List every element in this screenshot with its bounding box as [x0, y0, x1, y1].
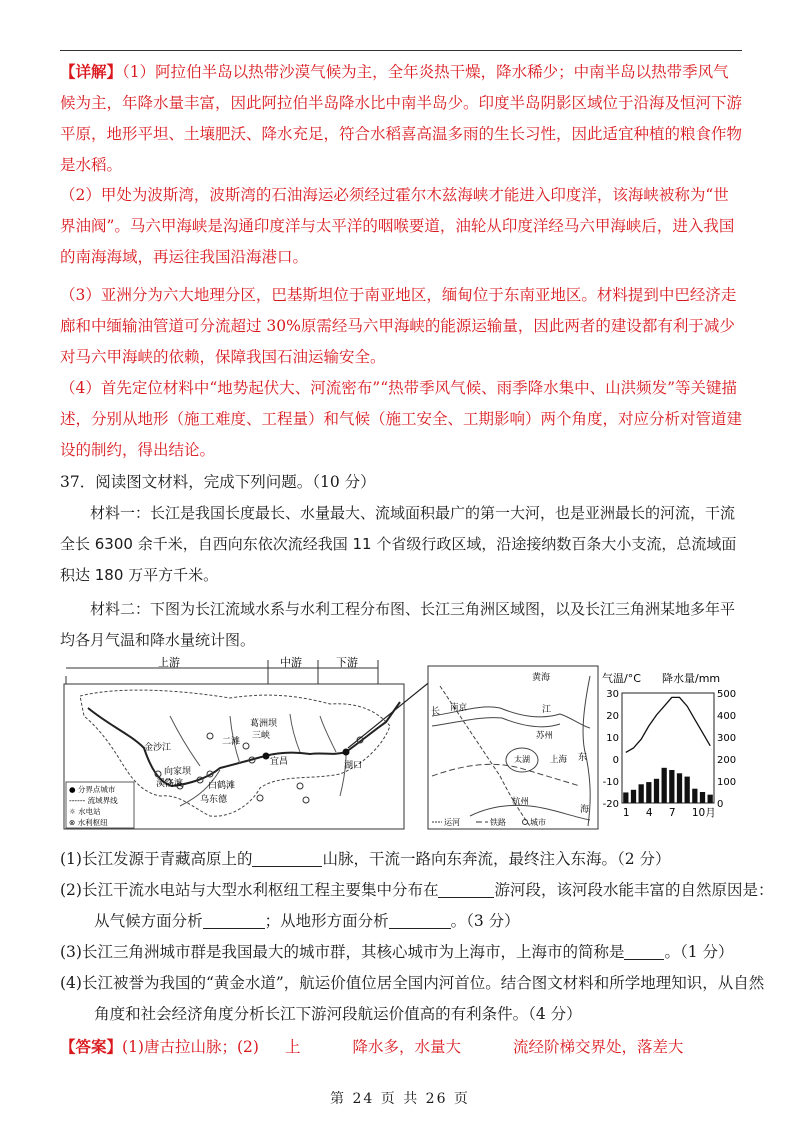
answer-blank-4[interactable]	[389, 913, 451, 930]
precip-bar	[662, 768, 667, 803]
label-sanxia: 三峡	[252, 731, 271, 741]
precip-tick-label: 200	[717, 755, 737, 766]
label-hai: 海	[580, 805, 590, 815]
precip-bar	[646, 782, 651, 803]
label-hukou: 湖口	[344, 761, 363, 771]
label-xiluodu: 溪洛渡	[156, 779, 184, 789]
climate-chart	[602, 671, 736, 819]
question-title: 37．阅读图文材料，完成下列问题。（10 分）	[60, 473, 376, 491]
label-gezhouba: 葛洲坝	[250, 719, 278, 729]
month-tick-label: 1	[622, 807, 630, 819]
basin-legend	[66, 782, 134, 828]
label-shanghai: 上海	[550, 755, 568, 765]
label-huanghai: 黄海	[532, 673, 551, 683]
precip-bar	[654, 779, 659, 803]
svg-text:☼ 水电站: ☼ 水电站	[69, 807, 101, 816]
label-hangzhou: 杭州	[512, 797, 530, 807]
figure-panel	[60, 656, 740, 831]
question-4: (4)长江被誉为我国的“黄金水道”，航运价值位居全国内河首位。结合图文材料和所学地理知识，从自然角度和社会经济角度分析长江下游河段航运价值高的有利条件。（4 分）	[60, 974, 765, 1023]
answer-blank-5[interactable]	[624, 944, 664, 961]
answer-label: 【答案】	[60, 1037, 123, 1056]
label-jinsha: 金沙江	[144, 743, 172, 753]
label-middle: 中游	[280, 656, 302, 669]
precip-bars	[623, 768, 713, 803]
label-lower: 下游	[336, 656, 358, 669]
label-dong: 东	[578, 753, 588, 763]
explanation-p4: （4）首先定位材料中“地势起伏大、河流密布”“热带季风气候、雨季降水集中、山洪频发”等关键描述，分别从地形（施工难度、工程量）和气候（施工安全、工期影响）两个角度，对应分析对管道建设的制约，得出结论。	[60, 379, 743, 459]
answer-blank-3[interactable]	[203, 913, 265, 930]
question-2: (2)长江干流水电站与大型水利枢纽工程主要集中分布在 游河段，该河段水能丰富的自然原因是：从气候方面分析 ；从地形方面分析 。（3 分）	[60, 881, 774, 930]
svg-text:● 分界点城市: ● 分界点城市	[69, 785, 116, 794]
answer-blank-1[interactable]	[252, 851, 322, 868]
material-1: 材料一：长江是我国长度最长、水量最大、流域面积最广的第一大河，也是亚洲最长的河流，干流全长 6300 余千米，自西向东依次流经我国 11 个省级行政区域，沿途接纳数百条大小支流，总流域面积达 180 万平方千米。	[60, 504, 737, 584]
label-xiangjiaba: 向家坝	[164, 767, 192, 777]
temperature-curve	[626, 697, 710, 752]
explanation-p1: 【详解】（1）阿拉伯半岛以热带沙漠气候为主，全年炎热干燥，降水稀少；中南半岛以热带季风气候为主，年降水量丰富，因此阿拉伯半岛降水比中南半岛少。印度半岛阴影区域位于沿海及恒河下游平原，地形平坦、土壤肥沃、降水充足，符合水稻喜高温多雨的生长习性，因此适宜种植的粮食作物是水稻。	[60, 62, 743, 174]
svg-text:铁路: 铁路	[490, 818, 506, 827]
explanation-p3: （3）亚洲分为六大地理分区，巴基斯坦位于南亚地区，缅甸位于东南亚地区。材料提到中巴经济走廊和中缅输油管道可分流超过 30%原需经马六甲海峡的能源运输量，因此两者的建设都有利于减少对马六甲海峡的依赖，保障我国石油运输安全。	[60, 286, 737, 366]
precip-bar	[700, 792, 705, 803]
temp-tick-label: 10	[606, 733, 619, 744]
temp-tick-label: -10	[602, 777, 619, 788]
svg-text:运河: 运河	[444, 818, 460, 827]
question-1: (1)长江发源于青藏高原上的 山脉，干流一路向东奔流，最终注入东海。（2 分）	[60, 850, 671, 868]
precip-bar	[639, 784, 644, 803]
temp-tick-label: -20	[602, 799, 619, 810]
label-upper: 上游	[158, 656, 180, 669]
answer-line: 【答案】(1)唐古拉山脉；(2) 上 降水多，水量大 流经阶梯交界处，落差大	[60, 1037, 684, 1056]
svg-text:------ 流域界线: ------ 流域界线	[69, 796, 118, 805]
question-3: (3)长江三角洲城市群是我国最大的城市群，其核心城市为上海市，上海市的简称是 。（1 分）	[60, 943, 734, 961]
precip-tick-label: 300	[717, 733, 737, 744]
precip-axis-label: 降水量/mm	[662, 672, 721, 685]
label-taihu: 太湖	[514, 755, 530, 764]
city-yichang-dot	[263, 753, 270, 760]
precip-ticks	[717, 689, 736, 810]
temp-axis-label: 气温/°C	[602, 672, 641, 685]
precip-bar	[708, 795, 713, 803]
label-ertan: 二滩	[222, 737, 241, 747]
header-rule	[60, 50, 742, 51]
figure-svg	[60, 656, 740, 831]
label-nanjing: 南京	[450, 703, 468, 713]
month-tick-label: 4	[645, 807, 653, 819]
precip-bar	[669, 770, 674, 803]
label-wudongde: 乌东德	[200, 795, 228, 805]
material-2: 材料二：下图为长江流域水系与水利工程分布图、长江三角洲区域图，以及长江三角洲某地多年平均各月气温和降水量统计图。	[60, 600, 736, 649]
precip-bar	[623, 792, 628, 803]
plot-frame	[622, 693, 714, 803]
temp-tick-label: 20	[606, 711, 619, 722]
temp-tick-label: 0	[612, 755, 619, 766]
label-baihetan: 白鹤滩	[208, 781, 236, 791]
explanation-label: 【详解】	[60, 62, 123, 81]
month-ticks	[623, 807, 716, 819]
temp-tick-label: 30	[606, 689, 619, 700]
precip-bar	[692, 789, 697, 803]
answer-blank-2[interactable]	[438, 882, 494, 899]
label-chang: 长	[431, 707, 441, 717]
month-tick-label: 10月	[691, 807, 716, 819]
precip-tick-label: 400	[717, 711, 737, 722]
page-footer: 第 24 页 共 26 页	[330, 1091, 470, 1107]
month-tick-label: 7	[668, 807, 676, 819]
precip-tick-label: 100	[717, 777, 737, 788]
svg-text:城市: 城市	[530, 818, 546, 827]
precip-tick-label: 0	[717, 799, 724, 810]
label-yichang: 宜昌	[270, 757, 289, 767]
precip-tick-label: 500	[717, 689, 737, 700]
explanation-p2: （2）甲处为波斯湾，波斯湾的石油海运必须经过霍尔木兹海峡才能进入印度洋，该海峡被称为“世界油阀”。马六甲海峡是沟通印度洋与太平洋的咽喉要道，油轮从印度洋经马六甲海峡后，进入我国的南海海域，再运往我国沿海港口。	[60, 186, 735, 266]
label-jiang: 江	[542, 705, 552, 715]
svg-text:⊗ 水利枢纽: ⊗ 水利枢纽	[69, 818, 108, 827]
city-hukou-dot	[343, 749, 350, 756]
label-suzhou: 苏州	[536, 731, 554, 741]
precip-bar	[677, 773, 682, 803]
temp-ticks	[603, 689, 619, 810]
precip-bar	[631, 790, 636, 803]
precip-bar	[685, 777, 690, 803]
